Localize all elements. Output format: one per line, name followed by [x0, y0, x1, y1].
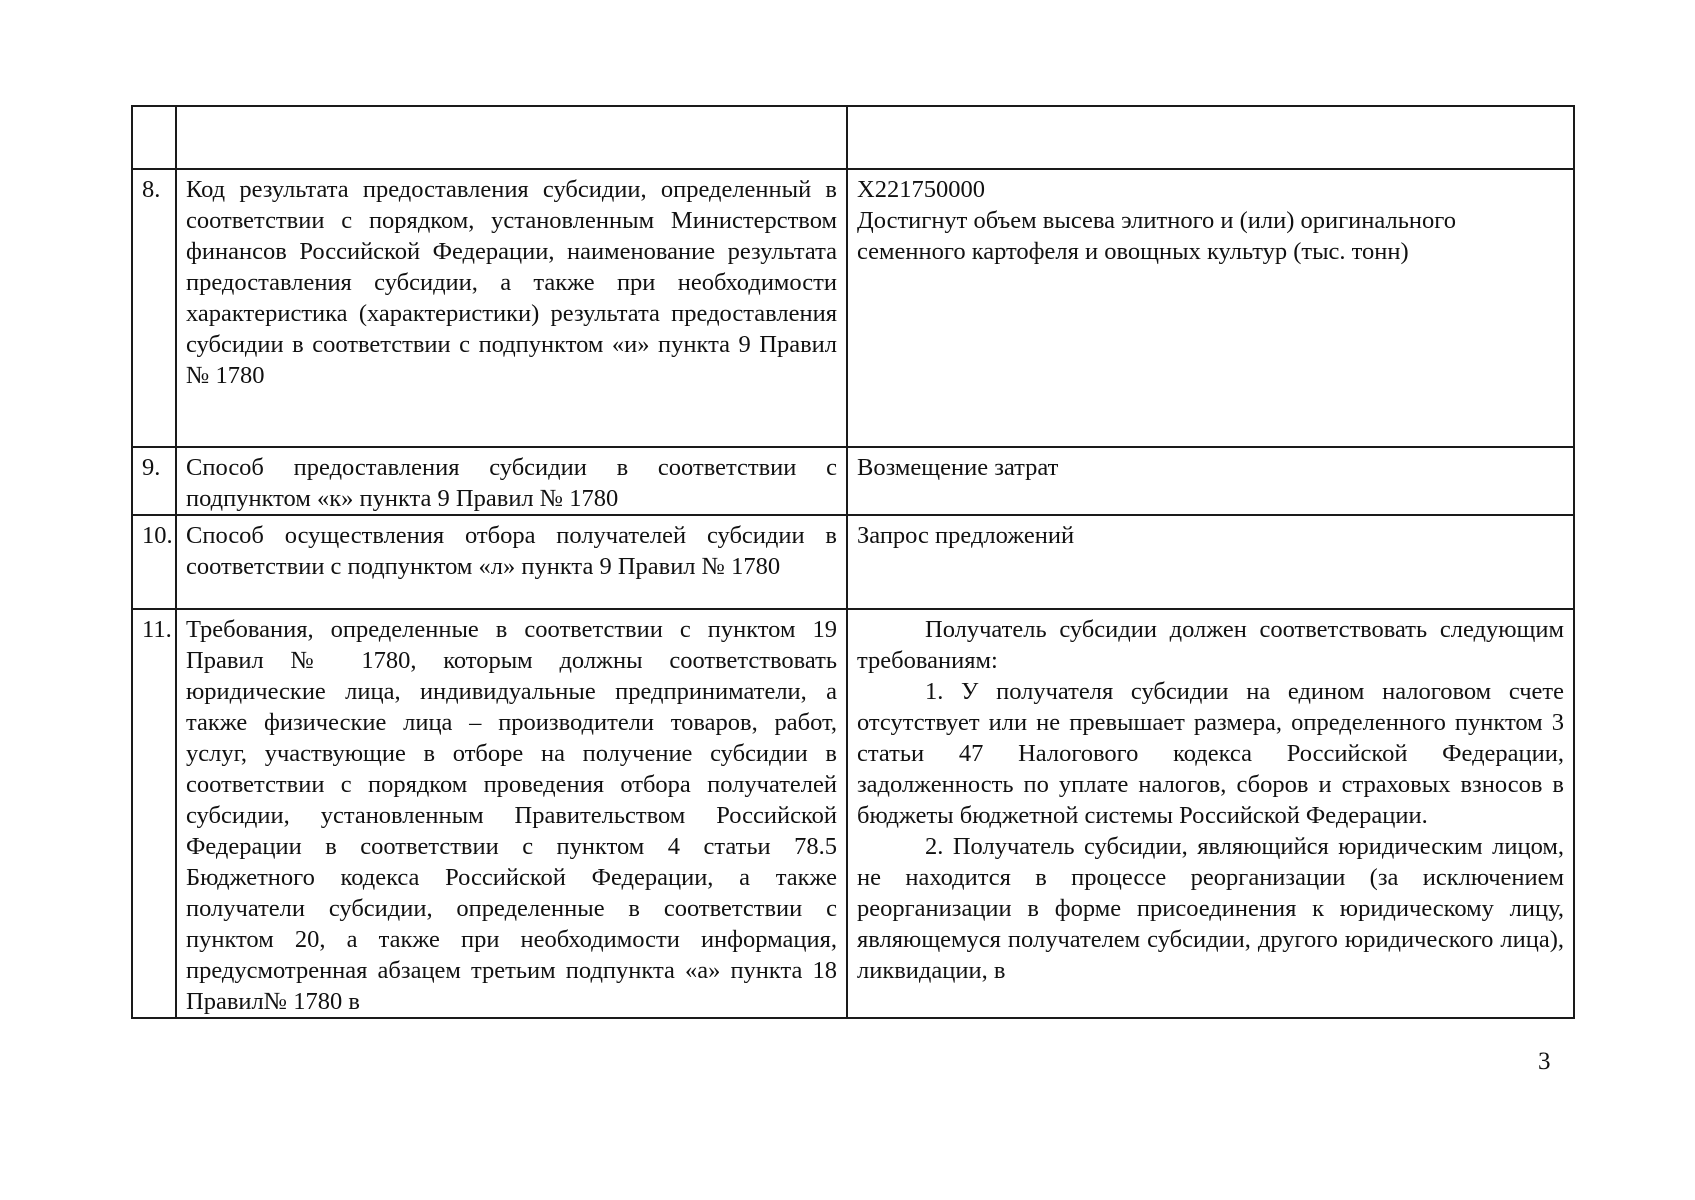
result-code: X221750000	[857, 176, 985, 203]
row-label-cell: Способ предоставления субсидии в соответствии с подпунктом «к» пункта 9 Правил № 1780	[176, 447, 847, 515]
table-row-10	[132, 515, 1574, 609]
row-value-cell: Возмещение затрат	[847, 447, 1574, 515]
table-row-header-continuation	[132, 106, 1574, 169]
row-value-cell: Запрос предложений	[847, 515, 1574, 609]
row-number-cell: 9.	[132, 447, 176, 515]
table-row-9	[132, 447, 1574, 515]
row-label-cell: Способ осуществления отбора получателей субсидии в соответствии с подпунктом «л» пункта 9 Правил № 1780	[176, 515, 847, 609]
requirements-table	[131, 105, 1575, 1019]
row-number-cell: 11.	[132, 609, 176, 1018]
page-number: 3	[1538, 1048, 1551, 1075]
result-name: Достигнут объем высева элитного и (или) оригинального семенного картофеля и овощных культур (тыс. тонн)	[857, 207, 1456, 265]
row-label-cell	[176, 106, 847, 169]
table-row-8	[132, 169, 1574, 447]
row-value-cell	[847, 169, 1574, 447]
requirements-intro: Получатель субсидии должен соответствовать следующим требованиям:	[857, 616, 1564, 674]
row-number-cell	[132, 106, 176, 169]
requirement-item-1: 1. У получателя субсидии на едином налоговом счете отсутствует или не превышает размера, определенного пунктом 3 статьи 47 Налогового кодекса Российской Федерации, задолженность по уплате налогов, сборов и страховых взносов в бюджеты бюджетной системы Российской Федерации.	[857, 678, 1564, 829]
row-number-cell: 8.	[132, 169, 176, 447]
row-value-cell	[847, 106, 1574, 169]
row-label-cell: Код результата предоставления субсидии, определенный в соответствии с порядком, установленным Министерством финансов Российской Федерации, наименование результата предоставления субсидии, а также при необходимости характеристика (характеристики) результата предоставления субсидии в соответствии с подпунктом «и» пункта 9 Правил № 1780	[176, 169, 847, 447]
table-row-11	[132, 609, 1574, 1018]
requirement-item-2: 2. Получатель субсидии, являющийся юридическим лицом, не находится в процессе реорганизации (за исключением реорганизации в форме присоединения к юридическому лицу, являющемуся получателем субсидии, другого юридического лица), ликвидации, в	[857, 833, 1564, 984]
row-number-cell: 10.	[132, 515, 176, 609]
row-value-cell	[847, 609, 1574, 1018]
row-label-cell: Требования, определенные в соответствии с пунктом 19 Правил № 1780, которым должны соответствовать юридические лица, индивидуальные предприниматели, а также физические лица – производители товаров, работ, услуг, участвующие в отборе на получение субсидии в соответствии с порядком проведения отбора получателей субсидии, установленным Правительством Российской Федерации в соответствии с пунктом 4 статьи 78.5 Бюджетного кодекса Российской Федерации, а также получатели субсидии, определенные в соответствии с пунктом 20, а также при необходимости информация, предусмотренная абзацем третьим подпункта «а» пункта 18 Правил№ 1780 в	[176, 609, 847, 1018]
